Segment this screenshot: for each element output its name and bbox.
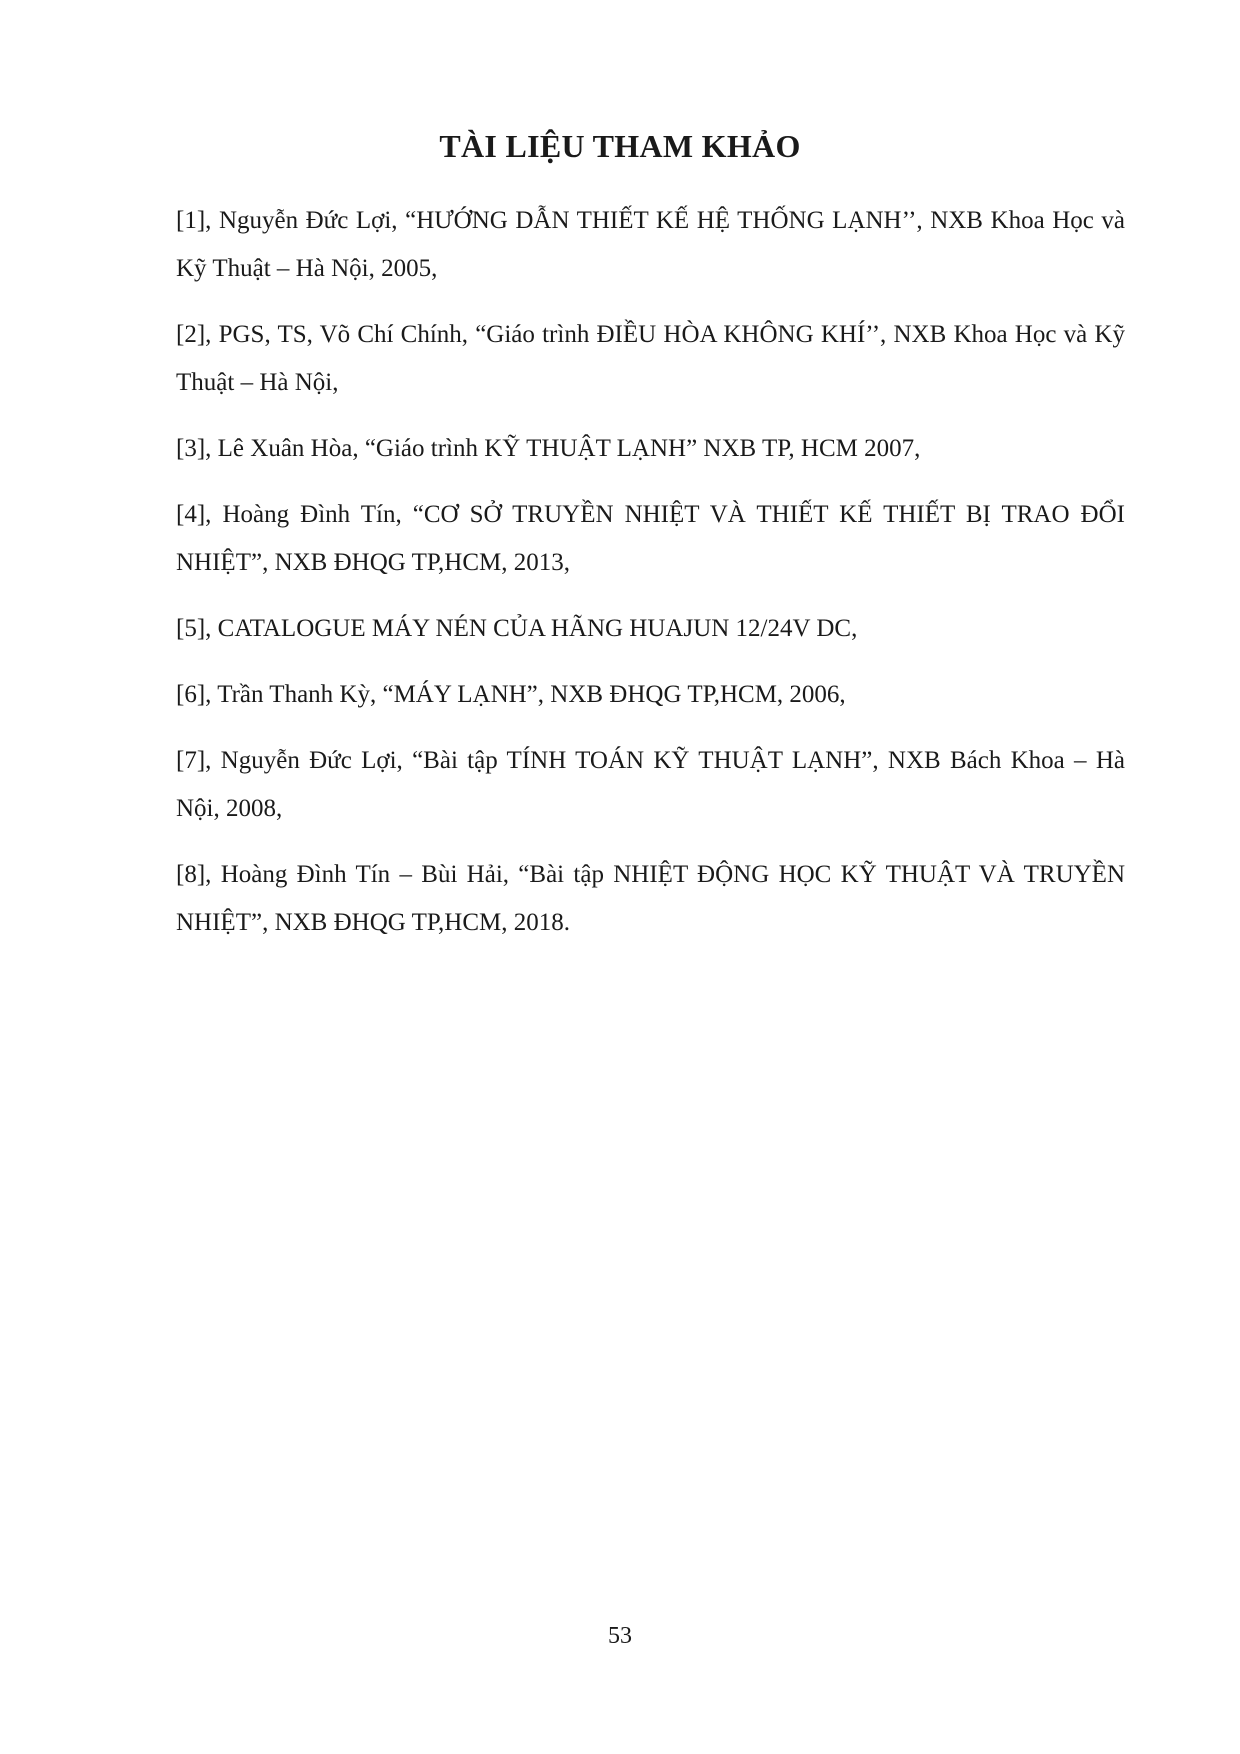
page-number: 53 <box>608 1623 632 1649</box>
reference-item-6: [6], Trần Thanh Kỳ, “MÁY LẠNH”, NXB ĐHQG TP,HCM, 2006, <box>176 681 846 708</box>
reference-item-7: [7], Nguyễn Đức Lợi, “Bài tập TÍNH TOÁN KỸ THUẬT LẠNH”, NXB Bách Khoa – Hà Nội, 2008, <box>176 747 1125 822</box>
reference-item-5: [5], CATALOGUE MÁY NÉN CỦA HÃNG HUAJUN 12/24V DC, <box>176 615 858 642</box>
reference-item-4: [4], Hoàng Đình Tín, “CƠ SỞ TRUYỀN NHIỆT VÀ THIẾT KẾ THIẾT BỊ TRAO ĐỔI NHIỆT”, NXB ĐHQG TP,HCM, 2013, <box>176 501 1125 576</box>
reference-item-2: [2], PGS, TS, Võ Chí Chính, “Giáo trình ĐIỀU HÒA KHÔNG KHÍ’’, NXB Khoa Học và Kỹ Thuật – Hà Nội, <box>176 321 1125 396</box>
reference-item-1: [1], Nguyễn Đức Lợi, “HƯỚNG DẪN THIẾT KẾ HỆ THỐNG LẠNH’’, NXB Khoa Học và Kỹ Thuật – Hà Nội, 2005, <box>176 207 1125 282</box>
page-title: TÀI LIỆU THAM KHẢO <box>439 128 801 164</box>
reference-item-3: [3], Lê Xuân Hòa, “Giáo trình KỸ THUẬT LẠNH” NXB TP, HCM 2007, <box>176 435 921 462</box>
reference-item-8: [8], Hoàng Đình Tín – Bùi Hải, “Bài tập NHIỆT ĐỘNG HỌC KỸ THUẬT VÀ TRUYỀN NHIỆT”, NXB ĐHQG TP,HCM, 2018. <box>176 861 1125 936</box>
reference-list <box>176 197 1125 965</box>
